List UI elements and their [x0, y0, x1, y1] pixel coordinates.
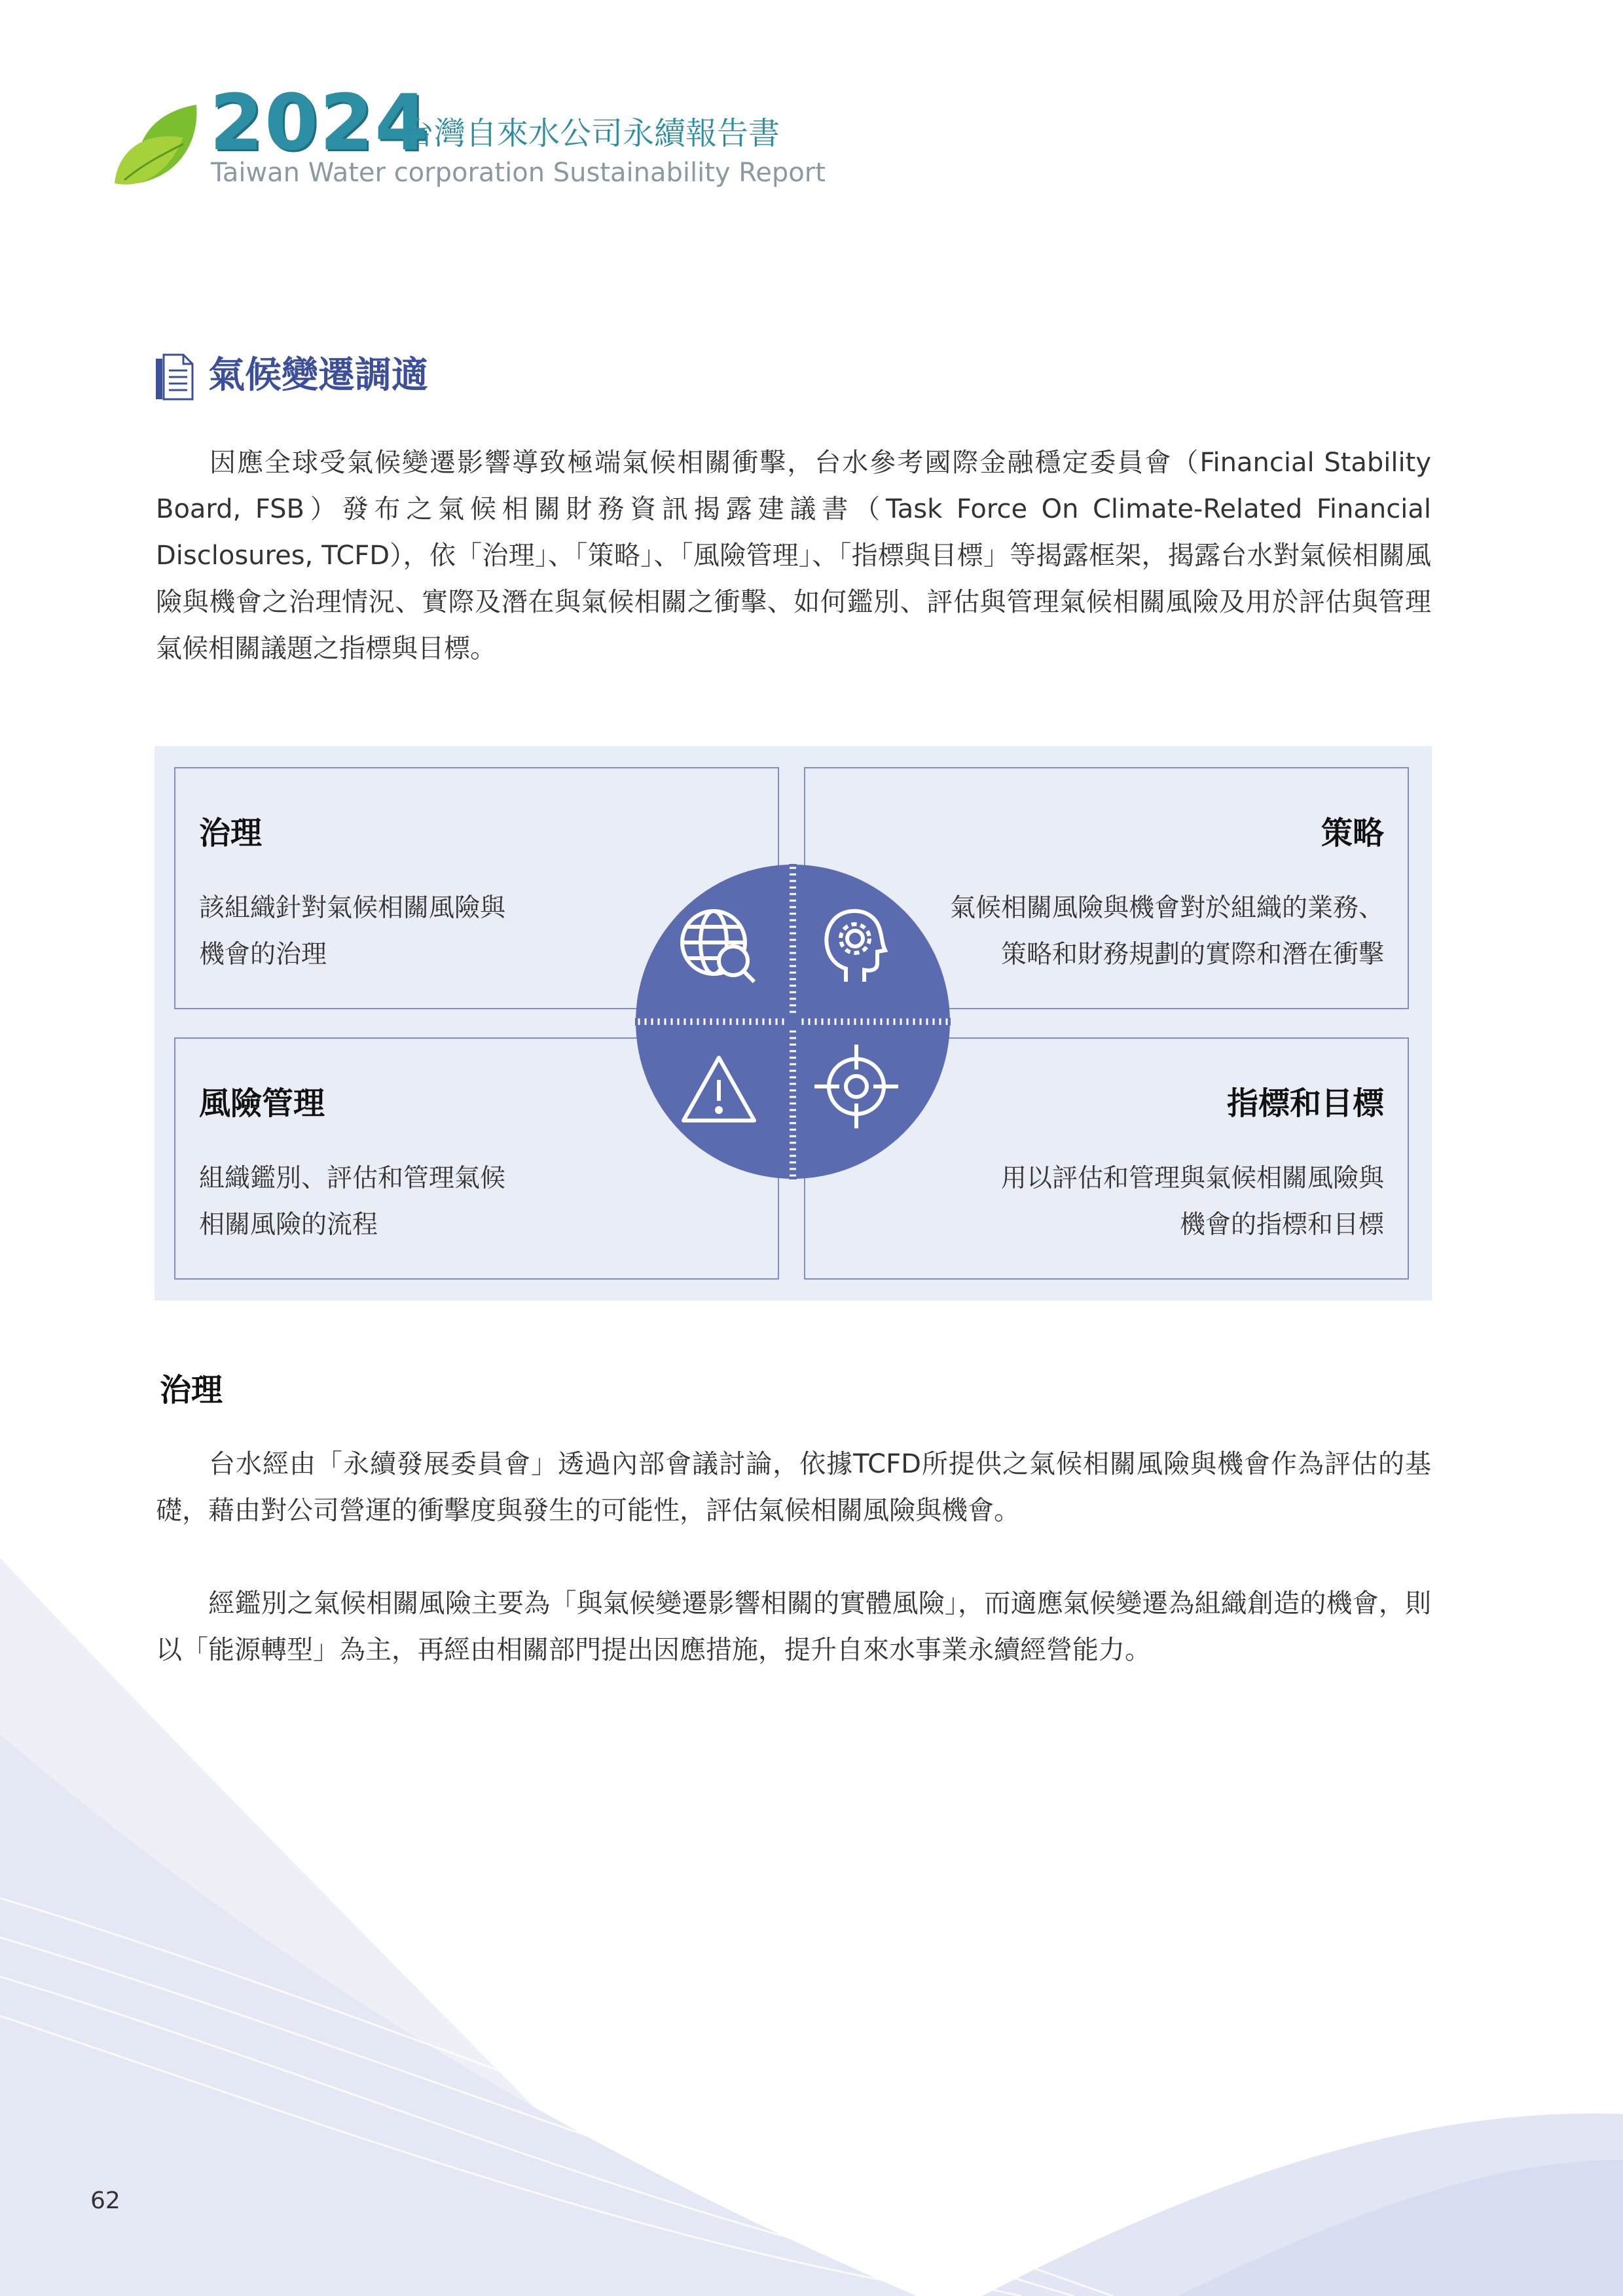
report-title-zh: 台灣自來水公司永續報告書 [403, 115, 780, 152]
leaf-logo-icon [111, 98, 203, 190]
quadrant-desc: 用以評估和管理與氣候相關風險與 機會的指標和目標 [1000, 1164, 1384, 1240]
quadrant-title: 策略 [1321, 815, 1384, 852]
governance-paragraph-2: 經鑑別之氣候相關風險主要為「與氣候變遷影響相關的實體風險」，而適應氣候變遷為組織創造的機會，則以「能源轉型」為主，再經由相關部門提出因應措施，提升自來水事業永續經營能力。 [156, 1588, 1431, 1665]
report-title-en: Taiwan Water corporation Sustainability Report [211, 158, 826, 188]
quadrant-title: 風險管理 [199, 1085, 325, 1122]
quadrant-desc: 該組織針對氣候相關風險與 機會的治理 [199, 893, 506, 969]
quadrant-desc: 氣候相關風險與機會對於組織的業務、 策略和財務規劃的實際和潛在衝擊 [949, 893, 1384, 969]
report-year: 2024 [210, 77, 430, 168]
quadrant-desc: 組織鑑別、評估和管理氣候 相關風險的流程 [199, 1164, 506, 1240]
tcfd-circle-diagram [635, 864, 951, 1179]
subsection-title: 治理 [160, 1372, 223, 1408]
intro-paragraph: 因應全球受氣候變遷影響導致極端氣候相關衝擊，台水參考國際金融穩定委員會（Financial Stability Board, FSB）發布之氣候相關財務資訊揭露建議書（Task Force On Climate-Related Financial Disclosures, TCFD），依「治理」、「策略」、「風險管理」、「指標與目標」等揭露框架，揭露台水對氣候相關風險與機會之治理情況、實際及潛在與氣候相關之衝擊、如何鑑別、評估與管理氣候相關風險及用於評估與管理氣候相關議題之指標與目標。 [156, 448, 1431, 664]
section-title: 氣候變遷調適 [208, 354, 428, 397]
document-icon [155, 353, 194, 401]
quadrant-title: 治理 [199, 815, 263, 852]
page-number: 62 [90, 2187, 120, 2214]
quadrant-title: 指標和目標 [1226, 1085, 1384, 1122]
governance-paragraph-1: 台水經由「永續發展委員會」透過內部會議討論，依據TCFD所提供之氣候相關風險與機會作為評估的基礎，藉由對公司營運的衝擊度與發生的可能性，評估氣候相關風險與機會。 [156, 1449, 1431, 1526]
